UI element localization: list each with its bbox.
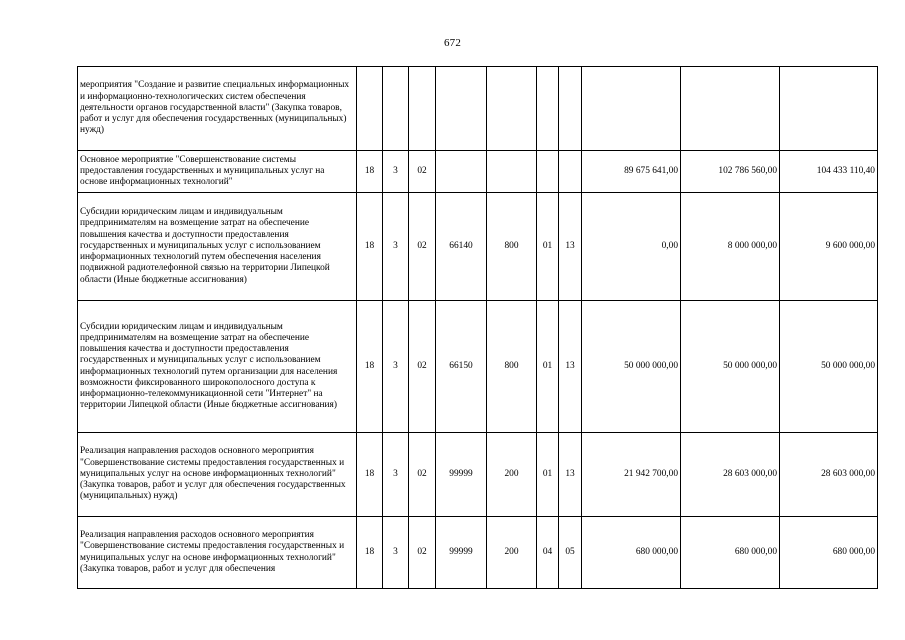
subsection-code [559, 151, 582, 193]
expense-direction-code: 66140 [436, 193, 487, 301]
program-code: 18 [357, 193, 383, 301]
expense-direction-code [436, 151, 487, 193]
page-number: 672 [443, 37, 462, 49]
subprogram-code: 3 [383, 301, 409, 433]
expense-type-code: 800 [487, 193, 537, 301]
amount-year-1: 21 942 700,00 [582, 433, 681, 517]
subsection-code: 13 [559, 433, 582, 517]
row-description: Субсидии юридическим лицам и индивидуальным предпринимателям на возмещение затрат на обеспечение повышения качества и доступности предоставления государственных и муниципальных услуг с использованием информационных технологий путем организации для населения возможности фиксированного широкополосного доступа к информационно-телекоммуникационной сети "Интернет" на территории Липецкой области (Иные бюджетные ассигнования) [78, 301, 357, 433]
amount-year-2: 8 000 000,00 [681, 193, 780, 301]
program-code: 18 [357, 151, 383, 193]
expense-type-code [487, 151, 537, 193]
expense-direction-code: 99999 [436, 433, 487, 517]
expense-type-code: 200 [487, 433, 537, 517]
amount-year-3: 680 000,00 [780, 517, 878, 589]
subprogram-code: 3 [383, 517, 409, 589]
section-code: 04 [537, 517, 559, 589]
program-code: 18 [357, 517, 383, 589]
subprogram-code: 3 [383, 151, 409, 193]
amount-year-2 [681, 67, 780, 151]
program-code [357, 67, 383, 151]
main-activity-code: 02 [409, 433, 436, 517]
main-activity-code: 02 [409, 517, 436, 589]
amount-year-1: 50 000 000,00 [582, 301, 681, 433]
amount-year-2: 680 000,00 [681, 517, 780, 589]
section-code [537, 67, 559, 151]
row-description: Субсидии юридическим лицам и индивидуальным предпринимателям на возмещение затрат на обеспечение повышения качества и доступности предоставления государственных и муниципальных услуг с использованием информационных технологий путем обеспечения населения подвижной радиотелефонной связью на территории Липецкой области (Иные бюджетные ассигнования) [78, 193, 357, 301]
main-activity-code [409, 67, 436, 151]
expense-type-code: 800 [487, 301, 537, 433]
table-row [78, 193, 878, 301]
main-activity-code: 02 [409, 301, 436, 433]
expense-direction-code: 99999 [436, 517, 487, 589]
table-row [78, 151, 878, 193]
table-row [78, 433, 878, 517]
subprogram-code [383, 67, 409, 151]
amount-year-3 [780, 67, 878, 151]
budget-table [77, 66, 878, 589]
amount-year-1: 89 675 641,00 [582, 151, 681, 193]
subsection-code: 13 [559, 301, 582, 433]
section-code [537, 151, 559, 193]
main-activity-code: 02 [409, 151, 436, 193]
amount-year-3: 28 603 000,00 [780, 433, 878, 517]
subprogram-code: 3 [383, 193, 409, 301]
amount-year-3: 50 000 000,00 [780, 301, 878, 433]
expense-type-code: 200 [487, 517, 537, 589]
expense-type-code [487, 67, 537, 151]
table-row [78, 67, 878, 151]
subprogram-code: 3 [383, 433, 409, 517]
table-row [78, 517, 878, 589]
section-code: 01 [537, 433, 559, 517]
subsection-code: 13 [559, 193, 582, 301]
section-code: 01 [537, 193, 559, 301]
amount-year-1: 0,00 [582, 193, 681, 301]
amount-year-2: 28 603 000,00 [681, 433, 780, 517]
row-description: Реализация направления расходов основного мероприятия "Совершенствование системы предоставления государственных и муниципальных услуг на основе информационных технологий" (Закупка товаров, работ и услуг для обеспечения [78, 517, 357, 589]
amount-year-2: 102 786 560,00 [681, 151, 780, 193]
amount-year-3: 104 433 110,40 [780, 151, 878, 193]
main-activity-code: 02 [409, 193, 436, 301]
amount-year-2: 50 000 000,00 [681, 301, 780, 433]
program-code: 18 [357, 433, 383, 517]
expense-direction-code: 66150 [436, 301, 487, 433]
subsection-code: 05 [559, 517, 582, 589]
program-code: 18 [357, 301, 383, 433]
row-description: мероприятия "Создание и развитие специальных информационных и информационно-технологических систем обеспечения деятельности органов государственной власти" (Закупка товаров, работ и услуг для обеспечения государственных (муниципальных) нужд) [78, 67, 357, 151]
table-row [78, 301, 878, 433]
amount-year-1 [582, 67, 681, 151]
section-code: 01 [537, 301, 559, 433]
row-description: Реализация направления расходов основного мероприятия "Совершенствование системы предоставления государственных и муниципальных услуг на основе информационных технологий" (Закупка товаров, работ и услуг для обеспечения государственных (муниципальных) нужд) [78, 433, 357, 517]
row-description: Основное мероприятие "Совершенствование системы предоставления государственных и муниципальных услуг на основе информационных технологий" [78, 151, 357, 193]
subsection-code [559, 67, 582, 151]
amount-year-3: 9 600 000,00 [780, 193, 878, 301]
amount-year-1: 680 000,00 [582, 517, 681, 589]
expense-direction-code [436, 67, 487, 151]
